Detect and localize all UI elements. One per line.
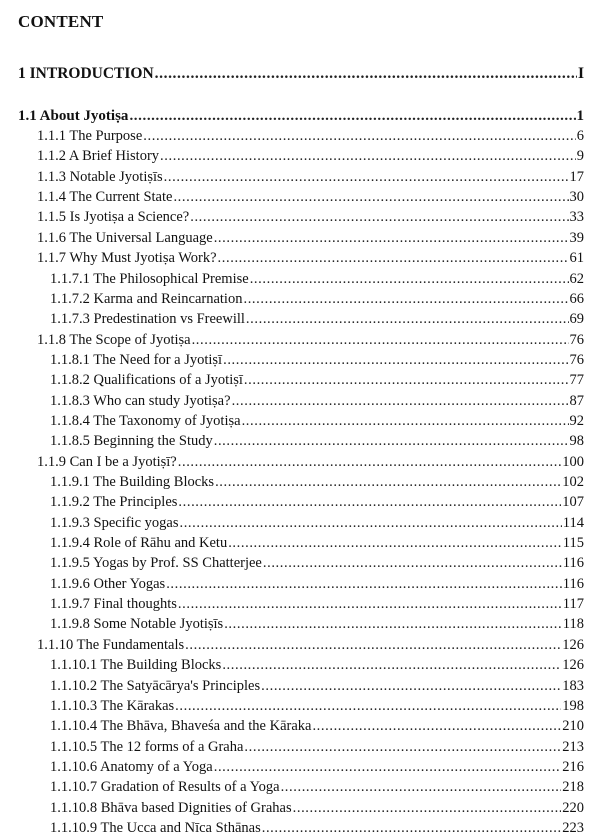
toc-entry[interactable] [50, 533, 584, 553]
dot-leader [261, 676, 561, 696]
toc-entry[interactable] [50, 655, 584, 675]
toc-page-number: 116 [562, 575, 584, 592]
dot-leader [242, 411, 569, 431]
toc-entry[interactable] [37, 248, 584, 268]
toc-row[interactable] [0, 269, 600, 289]
toc-row[interactable] [0, 309, 600, 329]
toc-entry[interactable] [50, 553, 584, 573]
dot-leader [143, 126, 575, 146]
toc-entry[interactable] [50, 757, 584, 777]
toc-page-number: 100 [562, 453, 584, 470]
toc-entry-title: 1.1.9.3 Specific yogas [50, 514, 179, 531]
toc-entry[interactable] [50, 614, 584, 634]
toc-entry[interactable] [50, 492, 584, 512]
toc-page-number: 62 [569, 270, 584, 287]
toc-page-number: 17 [569, 168, 584, 185]
toc-row[interactable] [0, 533, 600, 553]
toc-entry-title: 1.1.9.8 Some Notable Jyotiṣīs [50, 616, 224, 633]
toc-row[interactable] [0, 614, 600, 634]
toc-page-number: 69 [569, 311, 584, 328]
toc-row[interactable] [0, 676, 600, 696]
dot-leader [312, 716, 561, 736]
toc-entry-title: 1.1.9.4 Role of Rāhu and Ketu [50, 535, 228, 551]
toc-entry-title: 1.1.9.5 Yogas by Prof. SS Chatterjee [50, 555, 262, 572]
toc-entry[interactable] [50, 818, 584, 838]
toc-entry[interactable] [50, 289, 584, 309]
dot-leader [178, 452, 562, 472]
toc-page-number: 98 [569, 433, 584, 450]
dot-leader [263, 553, 562, 573]
toc-row[interactable] [0, 289, 600, 309]
toc-row[interactable] [0, 411, 600, 431]
toc-entry-title: 1.1.8.2 Qualifications of a Jyotiṣī [50, 372, 243, 389]
dot-leader [192, 330, 569, 350]
toc-row[interactable] [0, 452, 600, 472]
toc-page-number: 223 [562, 819, 584, 836]
dot-leader [164, 167, 569, 187]
toc-page-number: 61 [569, 250, 584, 267]
toc-entry-title: 1.1.9.1 The Building Blocks [50, 474, 215, 490]
toc-page-number: 198 [562, 697, 584, 714]
toc-page-number: 126 [562, 636, 584, 653]
dot-leader [218, 248, 569, 268]
toc-row[interactable] [0, 431, 600, 451]
dot-leader [244, 737, 561, 757]
toc-page-number: 115 [562, 535, 584, 551]
dot-leader [244, 370, 569, 390]
toc-entry-title: 1.1.7 Why Must Jyotiṣa Work? [37, 250, 217, 267]
toc-entry[interactable] [37, 635, 584, 655]
toc-entry[interactable] [50, 798, 584, 818]
toc-page-number: 76 [569, 351, 584, 368]
dot-leader [262, 818, 562, 838]
toc-entry[interactable] [37, 207, 584, 227]
toc-entry-title: 1.1.10.9 The Ucca and Nīca Sthānas [50, 819, 261, 836]
toc-entry[interactable] [37, 167, 584, 187]
toc-page-number: 220 [562, 799, 584, 816]
dot-leader [129, 106, 575, 126]
toc-entry-title: 1.1.1 The Purpose [37, 128, 143, 144]
toc-chapter-row[interactable] [0, 64, 600, 84]
dot-leader [190, 207, 568, 227]
dot-leader [214, 757, 562, 777]
toc-page-number: 116 [562, 555, 584, 572]
toc-entry[interactable] [37, 228, 584, 248]
toc-entry-title: 1.1.6 The Universal Language [37, 229, 213, 246]
toc-row[interactable] [0, 126, 600, 146]
toc-row[interactable] [0, 350, 600, 370]
toc-entry-title: 1.1.8.3 Who can study Jyotiṣa? [50, 392, 231, 409]
toc-entry-title: 1.1.10.5 The 12 forms of a Graha [50, 738, 244, 755]
dot-leader [246, 309, 569, 329]
toc-page-number: 117 [562, 596, 584, 612]
toc-entry[interactable] [50, 777, 584, 797]
toc-entry-title: 1 INTRODUCTION [18, 65, 154, 82]
toc-entry-title: 1.1.9.2 The Principles [50, 494, 178, 511]
dot-leader [179, 513, 561, 533]
toc-row[interactable] [0, 513, 600, 533]
toc-row[interactable] [0, 635, 600, 655]
toc-row[interactable] [0, 655, 600, 675]
toc-entry-title: 1.1.4 The Current State [37, 189, 173, 206]
dot-leader [228, 533, 562, 553]
toc-page-number: 92 [569, 412, 584, 429]
toc-entry[interactable] [50, 370, 584, 390]
toc-entry[interactable] [50, 594, 584, 614]
toc-entry-title: 1.1.9.6 Other Yogas [50, 575, 166, 592]
toc-page-number: I [577, 65, 584, 82]
toc-entry[interactable] [50, 411, 584, 431]
toc-entry-title: 1.1.7.3 Predestination vs Freewill [50, 311, 245, 328]
toc-row[interactable] [0, 818, 600, 838]
dot-leader [214, 228, 569, 248]
dot-leader [178, 492, 561, 512]
toc-page-number: 216 [562, 758, 584, 775]
toc-row[interactable] [0, 798, 600, 818]
toc-row[interactable] [0, 553, 600, 573]
toc-page-number: 213 [562, 738, 584, 755]
toc-entry[interactable] [18, 106, 584, 126]
toc-row[interactable] [0, 492, 600, 512]
toc-row[interactable] [0, 594, 600, 614]
dot-leader [250, 269, 569, 289]
toc-entry-title: 1.1.10.8 Bhāva based Dignities of Grahas [50, 799, 292, 816]
toc-entry[interactable] [50, 472, 584, 492]
toc-entry-title: 1.1.10.1 The Building Blocks [50, 657, 222, 674]
toc-entry[interactable] [37, 452, 584, 472]
toc-row[interactable] [0, 330, 600, 350]
toc-entry[interactable] [50, 269, 584, 289]
toc-entry[interactable] [50, 513, 584, 533]
toc-entry-title: 1.1.5 Is Jyotiṣa a Science? [37, 209, 190, 226]
dot-leader [185, 635, 561, 655]
toc-entry-title: 1.1.8.1 The Need for a Jyotiṣī [50, 351, 223, 368]
toc-entry-title: 1.1.10 The Fundamentals [37, 636, 185, 653]
dot-leader [214, 431, 569, 451]
toc-entry-title: 1.1.3 Notable Jyotiṣīs [37, 168, 163, 185]
toc-page-number: 218 [562, 779, 584, 796]
toc-entry-title: 1.1.9.7 Final thoughts [50, 596, 177, 612]
toc-entry[interactable] [37, 146, 584, 166]
dot-leader [155, 64, 577, 84]
toc-row[interactable] [0, 737, 600, 757]
toc-row[interactable] [0, 472, 600, 492]
toc-entry-title: 1.1.10.7 Gradation of Results of a Yoga [50, 779, 280, 796]
toc-row[interactable] [0, 757, 600, 777]
toc-entry-title: 1.1.10.2 The Satyācārya's Principles [50, 677, 261, 694]
toc-page-number: 9 [576, 148, 584, 165]
toc-entry-title: 1.1 About Jyotiṣa [18, 108, 129, 124]
toc-page-number: 87 [569, 392, 584, 409]
toc-page-number: 126 [562, 657, 584, 674]
dot-leader [178, 594, 562, 614]
toc-entry[interactable] [50, 696, 584, 716]
toc-row[interactable] [0, 248, 600, 268]
toc-page-number: 210 [562, 718, 584, 735]
toc-page-number: 33 [569, 209, 584, 226]
dot-leader [215, 472, 561, 492]
toc-row[interactable] [0, 696, 600, 716]
toc-page-number: 6 [576, 128, 584, 144]
toc-entry-title: 1.1.10.4 The Bhāva, Bhaveśa and the Kāraka [50, 718, 312, 735]
toc-entry-title: 1.1.10.3 The Kārakas [50, 697, 175, 714]
dot-leader [223, 350, 568, 370]
toc-entry[interactable] [50, 737, 584, 757]
toc-entry[interactable] [37, 187, 584, 207]
page-title: CONTENT [18, 12, 104, 31]
toc-row[interactable] [0, 574, 600, 594]
toc-row[interactable] [0, 228, 600, 248]
toc-page-number: 30 [569, 189, 584, 206]
dot-leader [243, 289, 568, 309]
toc-row[interactable] [0, 370, 600, 390]
toc-page-number: 77 [569, 372, 584, 389]
toc-row[interactable] [0, 146, 600, 166]
toc-entry[interactable] [50, 574, 584, 594]
toc-entry[interactable] [50, 391, 584, 411]
toc-page-number: 118 [562, 616, 584, 633]
toc-entry-title: 1.1.2 A Brief History [37, 148, 160, 165]
dot-leader [224, 614, 562, 634]
toc-entry[interactable] [37, 330, 584, 350]
toc-entry[interactable] [50, 350, 584, 370]
toc-page-number: 114 [562, 514, 584, 531]
toc-page-number: 107 [562, 494, 584, 511]
toc-entry-title: 1.1.7.1 The Philosophical Premise [50, 270, 249, 287]
toc-entry[interactable] [50, 309, 584, 329]
toc-row[interactable] [0, 777, 600, 797]
toc-page-number: 76 [569, 331, 584, 348]
toc-entry-title: 1.1.8.4 The Taxonomy of Jyotiṣa [50, 412, 241, 429]
toc-page-number: 39 [569, 229, 584, 246]
toc-entry-title: 1.1.8 The Scope of Jyotiṣa [37, 331, 191, 348]
toc-entry[interactable] [50, 716, 584, 736]
toc-page-number: 1 [576, 108, 584, 124]
dot-leader [281, 777, 562, 797]
toc-entry[interactable] [50, 431, 584, 451]
toc-entry-title: 1.1.9 Can I be a Jyotiṣī? [37, 453, 177, 470]
dot-leader [173, 187, 568, 207]
dot-leader [160, 146, 576, 166]
toc-entry-title: 1.1.8.5 Beginning the Study [50, 433, 213, 450]
toc-page-number: 66 [569, 290, 584, 307]
toc-entry[interactable] [50, 676, 584, 696]
toc-entry-title: 1.1.10.6 Anatomy of a Yoga [50, 758, 213, 775]
toc-entry[interactable] [18, 64, 584, 84]
dot-leader [232, 391, 569, 411]
toc-row[interactable] [0, 207, 600, 227]
toc-row[interactable] [0, 716, 600, 736]
toc-entry-title: 1.1.7.2 Karma and Reincarnation [50, 290, 243, 307]
dot-leader [166, 574, 562, 594]
toc-row[interactable] [0, 187, 600, 207]
toc-page-number: 183 [562, 677, 584, 694]
toc-row[interactable] [0, 167, 600, 187]
toc-section-row[interactable] [0, 106, 600, 126]
toc-page-number: 102 [562, 474, 584, 490]
dot-leader [222, 655, 561, 675]
toc-entry[interactable] [37, 126, 584, 146]
toc-row[interactable] [0, 391, 600, 411]
dot-leader [293, 798, 562, 818]
dot-leader [175, 696, 561, 716]
